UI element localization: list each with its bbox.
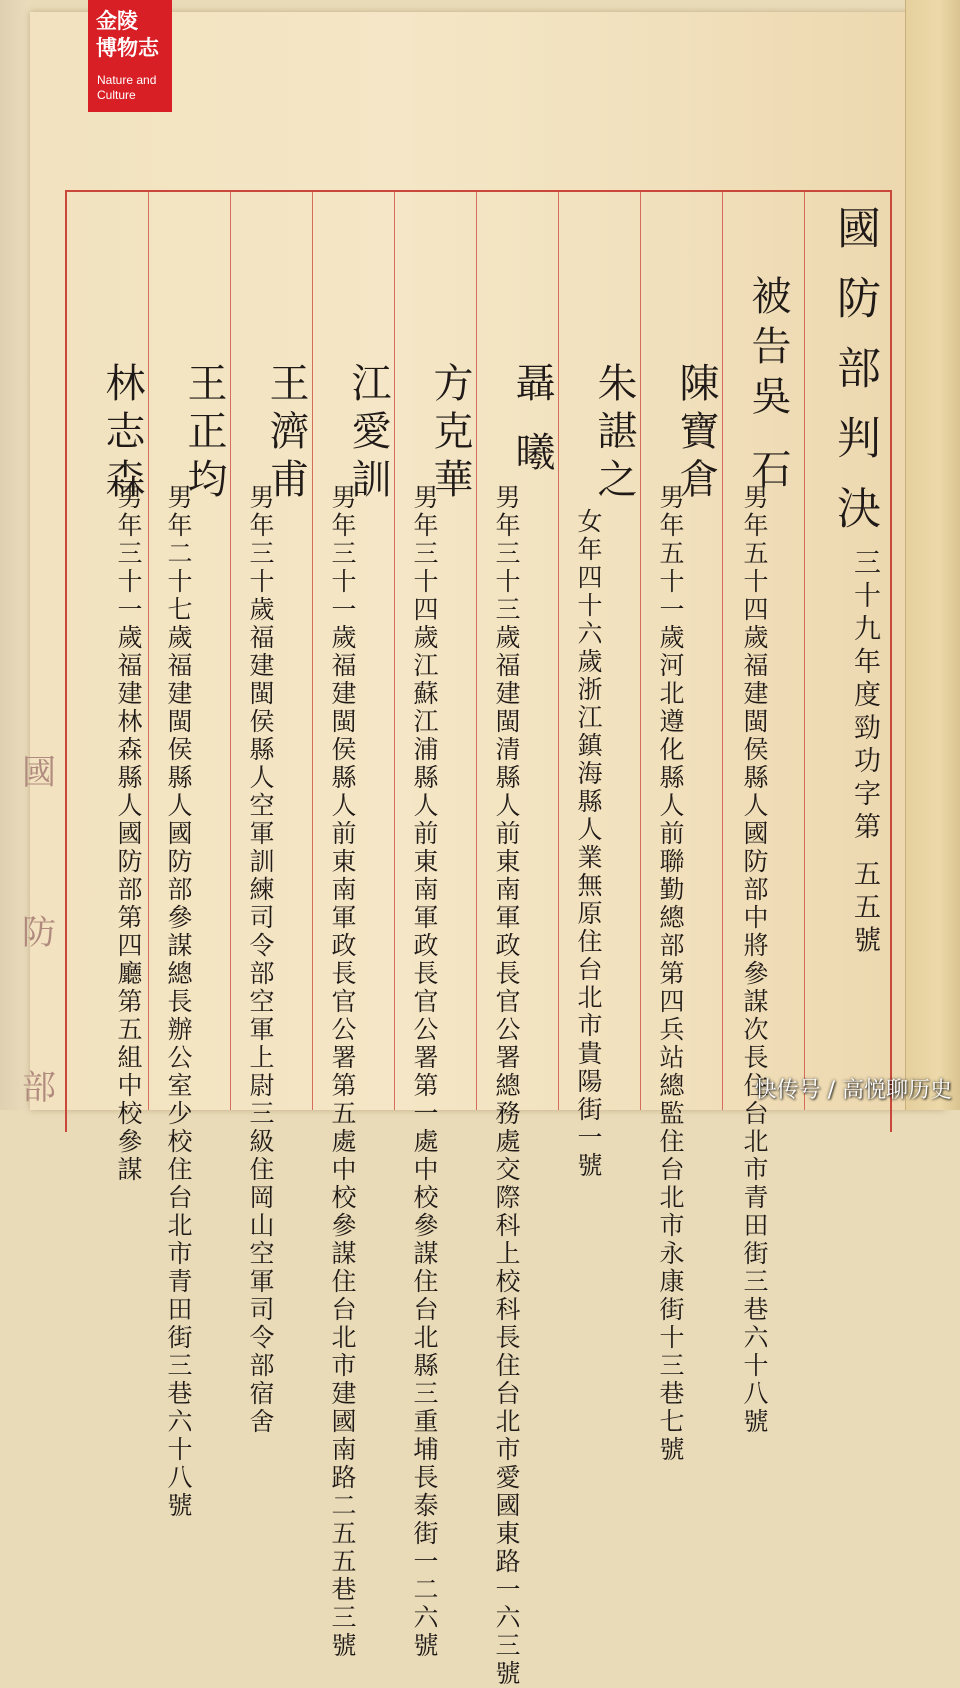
margin-char: 部 <box>22 1068 56 1108</box>
logo-cn-line2: 博物志 <box>96 36 159 60</box>
right-sheet <box>905 0 960 1110</box>
entry-name: 林志森 <box>99 362 145 506</box>
logo-text-cn <box>96 8 159 62</box>
document-title: 國防部判決 <box>829 205 880 555</box>
column-rule <box>804 192 805 1110</box>
entry-name: 方克華 <box>427 362 473 506</box>
case-number: 三十九年度勁功字第 五五號 <box>849 548 880 959</box>
entry-name: 王濟甫 <box>263 362 309 506</box>
column-rule <box>640 192 641 1110</box>
entry-detail: 女年四十六歲浙江鎮海縣人業無原住台北市貴陽街一號 <box>574 508 603 1180</box>
column-rule <box>312 192 313 1110</box>
logo-en-line1: Nature and <box>97 73 157 87</box>
entry-detail: 男年三十歲福建閩侯縣人空軍訓練司令部空軍上尉三級住岡山空軍司令部宿舍 <box>246 484 275 1436</box>
entry-detail: 男年三十一歲福建閩侯縣人前東南軍政長官公署第五處中校參謀住台北市建國南路二五五巷三號 <box>328 484 357 1660</box>
entry-name: 江愛訓 <box>345 362 391 506</box>
logo-en-line2: Culture <box>97 88 136 102</box>
entry-name: 王正均 <box>181 362 227 506</box>
entry-detail: 男年三十一歲福建林森縣人國防部第四廳第五組中校參謀 <box>114 484 143 1184</box>
column-rule <box>476 192 477 1110</box>
entry-name: 陳寶倉 <box>673 362 719 506</box>
logo-text-en <box>97 73 156 103</box>
column-rule <box>394 192 395 1110</box>
entry-detail: 男年三十四歲江蘇江浦縣人前東南軍政長官公署第一處中校參謀住台北縣三重埔長泰街一二六號 <box>410 484 439 1660</box>
margin-char: 國 <box>22 753 56 793</box>
museum-logo <box>88 0 172 112</box>
entry-name: 朱諶之 <box>591 362 637 506</box>
margin-char: 防 <box>22 913 56 953</box>
entry-name: 聶 曦 <box>509 362 555 479</box>
entry-detail: 男年二十七歲福建閩侯縣人國防部參謀總長辦公室少校住台北市青田街三巷六十八號 <box>164 484 193 1520</box>
column-rule <box>722 192 723 1110</box>
entry-detail: 男年五十一歲河北遵化縣人前聯勤總部第四兵站總監住台北市永康街十三巷七號 <box>656 484 685 1464</box>
column-rule <box>558 192 559 1110</box>
defendant-detail: 男年五十四歲福建閩侯縣人國防部中將參謀次長住台北市青田街三巷六十八號 <box>740 484 769 1436</box>
watermark: 快传号 / 高悦聊历史 <box>754 1078 952 1103</box>
logo-cn-line1: 金陵 <box>96 9 138 33</box>
defendant-label: 被告吳 石 <box>745 275 791 498</box>
column-rule <box>230 192 231 1110</box>
column-rule <box>148 192 149 1110</box>
entry-detail: 男年三十三歲福建閩清縣人前東南軍政長官公署總務處交際科上校科長住台北市愛國東路一六三號 <box>492 484 521 1688</box>
